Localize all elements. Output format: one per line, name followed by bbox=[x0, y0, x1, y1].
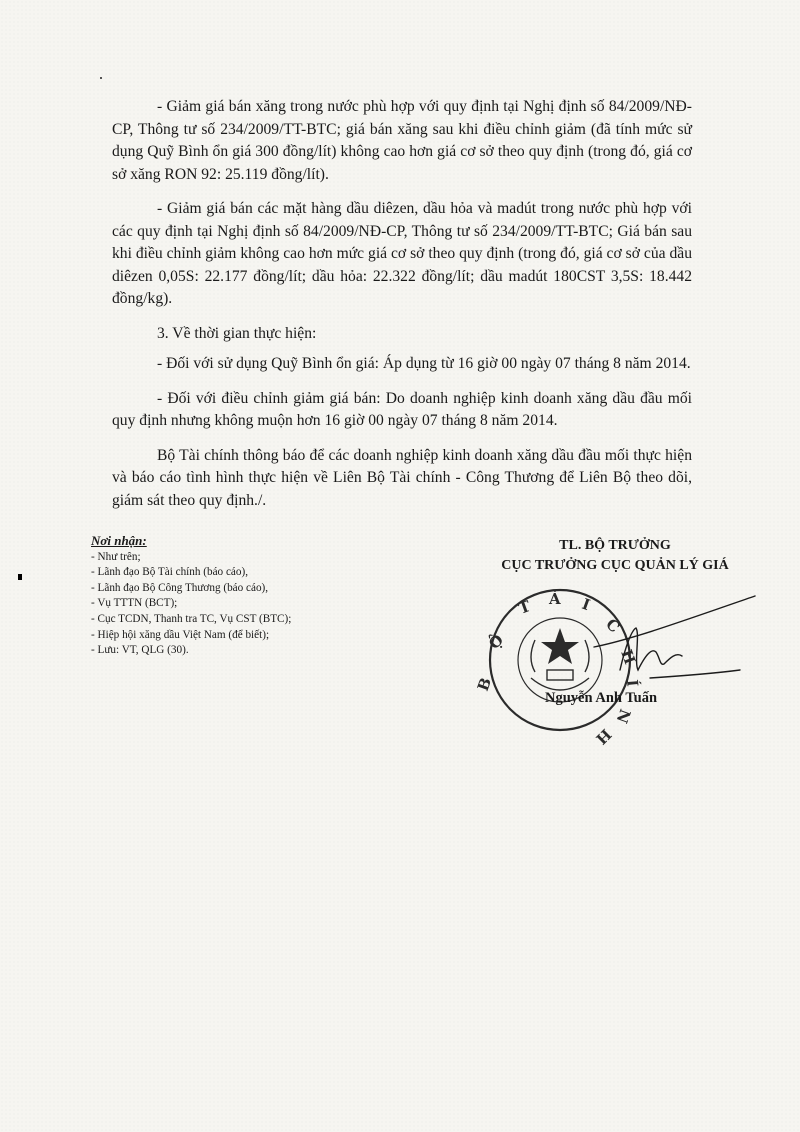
section-heading-timing: 3. Về thời gian thực hiện: bbox=[157, 324, 317, 342]
handwritten-signature bbox=[590, 592, 760, 702]
paragraph-diesel: - Giảm giá bán các mặt hàng dầu diêzen, dầu hỏa và madút trong nước phù hợp với các quy định tại Nghị định số 84/2009/NĐ-CP, Thông tư số 234/2009/TT-BTC; Giá bán sau khi điều chỉnh giảm không cao hơn mức giá cơ sở theo quy định (trong đó, giá cơ sở của dầu diêzen 0,05S: 22.177 đồng/lít; dầu hỏa: 22.322 đồng/lít; dầu madút 180CST 3,5S: 18.442 đồng/kg). bbox=[112, 200, 692, 307]
signer-name: Nguyễn Anh Tuấn bbox=[545, 690, 658, 706]
signature-titles bbox=[455, 536, 775, 576]
svg-text:C: C bbox=[602, 615, 624, 637]
list-item: - Hiệp hội xăng dầu Việt Nam (để biết); bbox=[91, 628, 270, 641]
list-item: - Như trên; bbox=[91, 550, 141, 563]
recipients-title: Nơi nhận: bbox=[91, 533, 147, 548]
signer-authority-line: TL. BỘ TRƯỞNG bbox=[559, 538, 671, 553]
list-item: - Vụ TTTN (BCT); bbox=[91, 597, 178, 610]
list-item: - Lưu: VT, QLG (30). bbox=[91, 644, 189, 657]
paragraph-stabilization-fund: - Đối với sử dụng Quỹ Bình ổn giá: Áp dụng từ 16 giờ 00 ngày 07 tháng 8 năm 2014. bbox=[157, 355, 691, 372]
list-item: - Cục TCDN, Thanh tra TC, Vụ CST (BTC); bbox=[91, 612, 292, 625]
svg-text:H: H bbox=[592, 725, 615, 748]
paragraph-gasoline: - Giảm giá bán xăng trong nước phù hợp với quy định tại Nghị định số 84/2009/NĐ-CP, Thông tư số 234/2009/TT-BTC; giá bán xăng sau khi điều chỉnh giảm (đã tính mức sử dụng Quỹ Bình ổn giá 300 đồng/lít) không cao hơn giá cơ sở theo quy định (trong đó, giá cơ sở xăng RON 92: 25.119 đồng/lít). bbox=[112, 98, 692, 183]
recipients-block bbox=[91, 533, 391, 659]
body-text bbox=[112, 96, 692, 524]
signer-position-line: CỤC TRƯỞNG CỤC QUẢN LÝ GIÁ bbox=[501, 558, 729, 573]
list-item: - Lãnh đạo Bộ Tài chính (báo cáo), bbox=[91, 566, 248, 579]
svg-text:Í: Í bbox=[623, 678, 642, 688]
scan-mark bbox=[18, 574, 22, 580]
svg-text:I: I bbox=[579, 594, 593, 615]
recipients-list bbox=[91, 550, 391, 659]
svg-text:T: T bbox=[516, 597, 533, 618]
svg-text:H: H bbox=[617, 647, 640, 667]
scan-speck bbox=[100, 77, 102, 79]
list-item: - Lãnh đạo Bộ Công Thương (báo cáo), bbox=[91, 581, 269, 594]
svg-text:N: N bbox=[612, 706, 635, 726]
svg-text:À: À bbox=[549, 590, 561, 608]
paragraph-price-adjustment: - Đối với điều chỉnh giảm giá bán: Do doanh nghiệp kinh doanh xăng dầu đầu mối quy định nhưng không muộn hơn 16 giờ 00 ngày 07 tháng 8 năm 2014. bbox=[112, 389, 692, 429]
svg-text:Ộ: Ộ bbox=[485, 630, 508, 653]
svg-text:B: B bbox=[473, 675, 496, 694]
paragraph-closing: Bộ Tài chính thông báo để các doanh nghiệp kinh doanh xăng dầu đầu mối thực hiện và báo cáo tình hình thực hiện về Liên Bộ Tài chính - Công Thương để Liên Bộ theo dõi, giám sát theo quy định./. bbox=[112, 446, 692, 509]
